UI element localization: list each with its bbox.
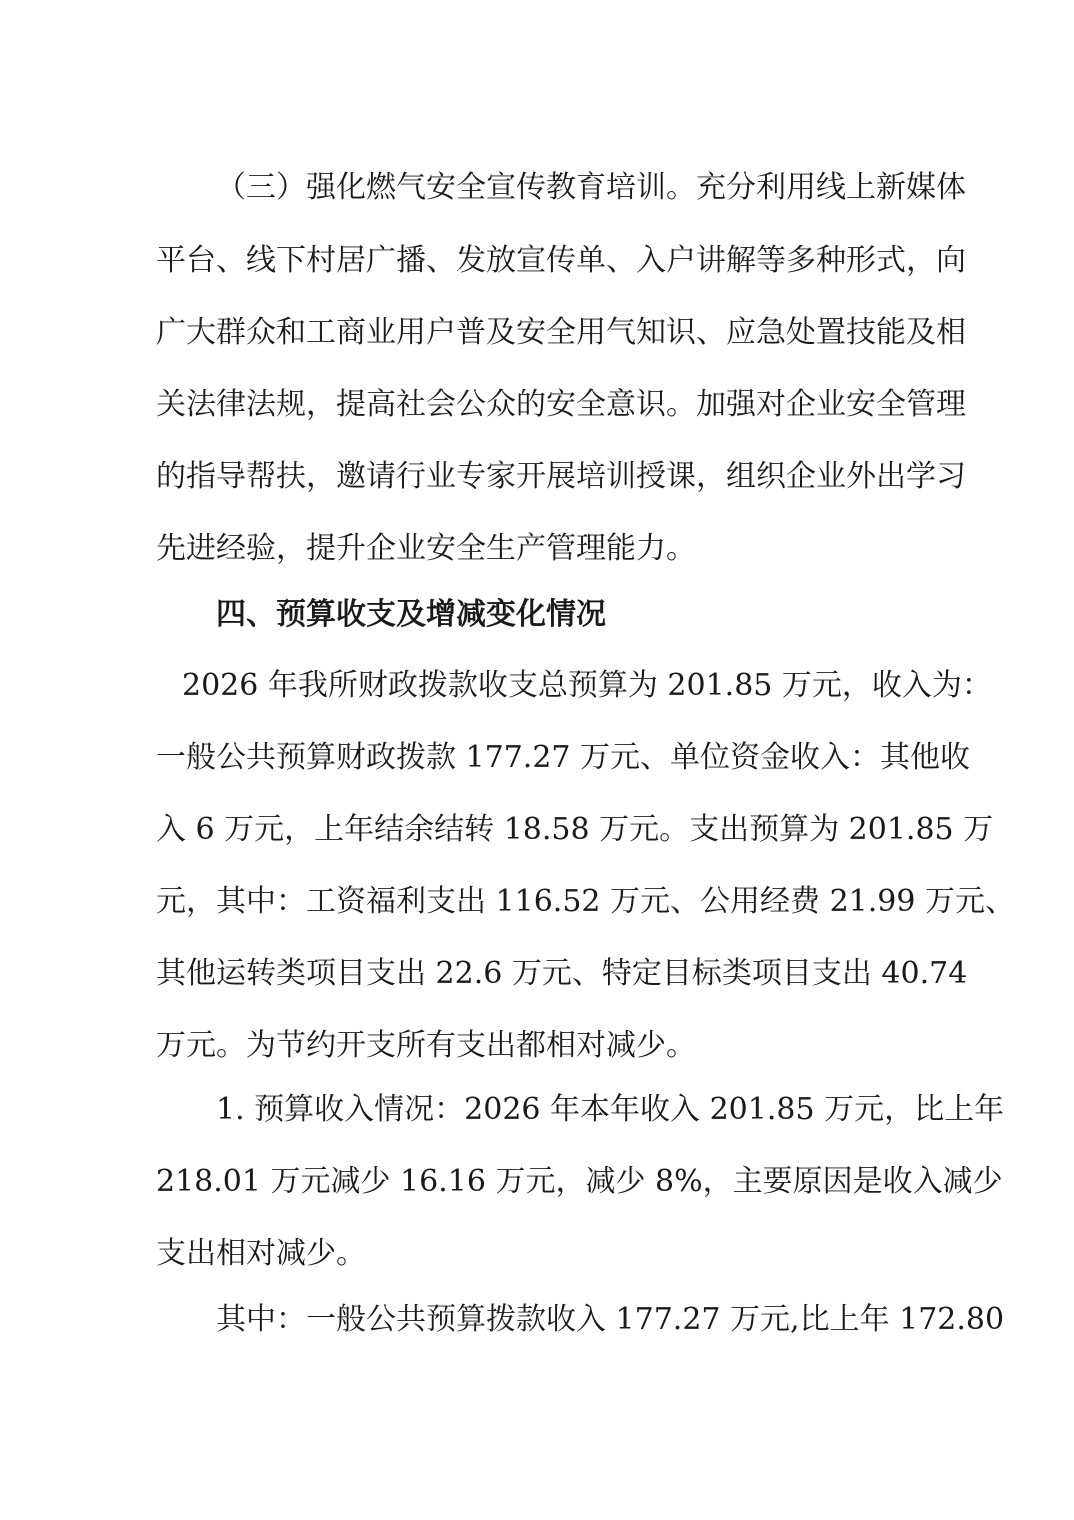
paragraph-line: 支出相对减少。: [156, 1236, 366, 1271]
paragraph-line: 万元。为节约开支所有支出都相对减少。: [156, 1028, 696, 1063]
paragraph-line: 2026 年我所财政拨款收支总预算为 201.85 万元，收入为：: [182, 668, 992, 703]
paragraph-line: 218.01 万元减少 16.16 万元，减少 8%，主要原因是收入减少: [156, 1164, 1003, 1199]
paragraph-line: 元，其中：工资福利支出 116.52 万元、公用经费 21.99 万元、: [156, 884, 1015, 919]
paragraph-line: 一般公共预算财政拨款 177.27 万元、单位资金收入：其他收: [156, 740, 971, 775]
paragraph-line: 平台、线下村居广播、发放宣传单、入户讲解等多种形式，向: [156, 243, 966, 278]
paragraph-line: 其他运转类项目支出 22.6 万元、特定目标类项目支出 40.74: [156, 956, 968, 991]
paragraph-line: 广大群众和工商业用户普及安全用气知识、应急处置技能及相: [156, 315, 966, 350]
paragraph-line: 的指导帮扶，邀请行业专家开展培训授课，组织企业外出学习: [156, 459, 966, 494]
paragraph-line: 先进经验，提升企业安全生产管理能力。: [156, 531, 696, 566]
paragraph-line: 入 6 万元，上年结余结转 18.58 万元。支出预算为 201.85 万: [156, 812, 994, 847]
section-heading: 四、预算收支及增减变化情况: [216, 597, 606, 632]
paragraph-line: 其中：一般公共预算拨款收入 177.27 万元,比上年 172.80: [216, 1302, 1005, 1337]
paragraph-line: （三）强化燃气安全宣传教育培训。充分利用线上新媒体: [216, 170, 966, 205]
paragraph-line: 关法律法规，提高社会公众的安全意识。加强对企业安全管理: [156, 387, 966, 422]
paragraph-line: 1. 预算收入情况：2026 年本年收入 201.85 万元，比上年: [216, 1092, 1005, 1127]
